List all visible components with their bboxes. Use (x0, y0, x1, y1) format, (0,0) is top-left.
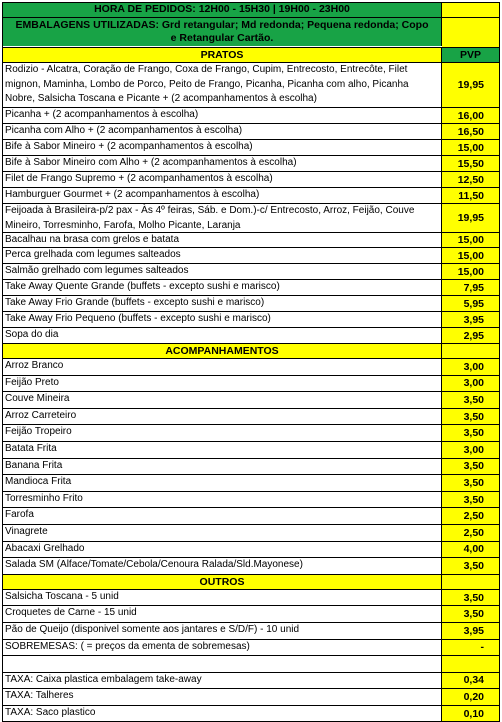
item-name: Take Away Frio Grande (buffets - excepto sushi e marisco) (3, 296, 442, 311)
menu-item-row (2, 124, 500, 140)
menu-sheet (2, 2, 500, 722)
menu-item-row (2, 640, 500, 657)
item-price: 3,95 (442, 312, 499, 327)
item-name: Mandioca Frita (3, 475, 442, 491)
menu-item-row (2, 409, 500, 426)
item-price: 2,50 (442, 525, 499, 541)
menu-item-row (2, 204, 500, 233)
item-price: 3,50 (442, 459, 499, 475)
item-name: Batata Frita (3, 442, 442, 458)
menu-item-row (2, 525, 500, 542)
menu-item-row (2, 188, 500, 204)
outros-list (2, 590, 500, 722)
item-name: Arroz Carreteiro (3, 409, 442, 425)
menu-item-row (2, 606, 500, 623)
pvp-header: PVP (442, 48, 499, 62)
menu-item-row (2, 459, 500, 476)
item-price: 11,50 (442, 188, 499, 203)
item-price: 15,00 (442, 248, 499, 263)
outros-header-price (442, 575, 499, 589)
item-name: Bife à Sabor Mineiro com Alho + (2 acompanhamentos à escolha) (3, 156, 442, 171)
item-name: Filet de Frango Supremo + (2 acompanhamentos à escolha) (3, 172, 442, 187)
item-price: 19,95 (442, 204, 499, 232)
item-name: SOBREMESAS: ( = preços da ementa de sobremesas) (3, 640, 442, 656)
packaging-price-cell (442, 18, 499, 47)
item-name: Hamburguer Gourmet + (2 acompanhamentos à escolha) (3, 188, 442, 203)
item-name: Perca grelhada com legumes salteados (3, 248, 442, 263)
item-name: Take Away Frio Pequeno (buffets - excepto sushi e marisco) (3, 312, 442, 327)
item-price (442, 656, 499, 672)
menu-item-row (2, 706, 500, 722)
packaging-cell: EMBALAGENS UTILIZADAS: Grd retangular; Md redonda; Pequena redonda; Copo e Retangular Cartão. (3, 18, 442, 46)
acompanhamentos-title: ACOMPANHAMENTOS (3, 344, 442, 358)
item-price: 3,50 (442, 475, 499, 491)
outros-title: OUTROS (3, 575, 442, 589)
menu-item-row (2, 296, 500, 312)
pratos-list (2, 63, 500, 344)
menu-item-row (2, 623, 500, 640)
item-price: 19,95 (442, 63, 499, 107)
menu-item-row (2, 542, 500, 559)
menu-item-row (2, 233, 500, 248)
menu-item-row (2, 156, 500, 172)
item-price: 15,50 (442, 156, 499, 171)
item-price: 3,00 (442, 359, 499, 375)
item-price: 12,50 (442, 172, 499, 187)
item-name: Take Away Quente Grande (buffets - excepto sushi e marisco) (3, 280, 442, 295)
item-name: Bife à Sabor Mineiro + (2 acompanhamentos à escolha) (3, 140, 442, 155)
item-price: 0,34 (442, 673, 499, 689)
menu-item-row (2, 492, 500, 509)
item-name: TAXA: Caixa plastica embalagem take-away (3, 673, 442, 689)
item-name: Arroz Branco (3, 359, 442, 375)
item-name: TAXA: Saco plastico (3, 706, 442, 722)
item-price: 3,50 (442, 606, 499, 622)
menu-item-row (2, 248, 500, 264)
item-name (3, 656, 442, 672)
item-price: 16,00 (442, 108, 499, 123)
item-price: 2,95 (442, 328, 499, 343)
menu-item-row (2, 108, 500, 124)
item-name: Bacalhau na brasa com grelos e batata (3, 233, 442, 247)
pratos-title: PRATOS (3, 48, 442, 62)
item-price: 4,00 (442, 542, 499, 558)
item-name: Farofa (3, 508, 442, 524)
item-price: 3,50 (442, 492, 499, 508)
item-name: Salsicha Toscana - 5 unid (3, 590, 442, 606)
item-name: Pão de Queijo (disponivel somente aos jantares e S/D/F) - 10 unid (3, 623, 442, 639)
menu-item-row (2, 328, 500, 344)
packaging-row (2, 18, 500, 48)
hours-row (2, 2, 500, 18)
item-name: Abacaxi Grelhado (3, 542, 442, 558)
item-name: Rodizio - Alcatra, Coração de Frango, Coxa de Frango, Cupim, Entrecosto, Entrecôte, Filet mignon, Maminha, Lombo de Porco, Peito de Frango, Picanha, Picanha com alho, Picanha Nobre, Salsicha Toscana e Picante + (2 acompanhamentos à escolha) (3, 63, 442, 107)
acompanhamentos-header-row (2, 344, 500, 359)
item-price: 3,00 (442, 376, 499, 392)
menu-item-row (2, 140, 500, 156)
item-name: Picanha com Alho + (2 acompanhamentos à escolha) (3, 124, 442, 139)
item-price: 16,50 (442, 124, 499, 139)
menu-item-row (2, 359, 500, 376)
item-price: 15,00 (442, 140, 499, 155)
item-price: 0,10 (442, 706, 499, 722)
item-price: 3,50 (442, 590, 499, 606)
hours-price-cell (442, 3, 499, 17)
acompanhamentos-header-price (442, 344, 499, 358)
item-name: Sopa do dia (3, 328, 442, 343)
item-name: Picanha + (2 acompanhamentos à escolha) (3, 108, 442, 123)
item-price: 3,50 (442, 558, 499, 574)
menu-item-row (2, 376, 500, 393)
item-price: 15,00 (442, 233, 499, 247)
menu-item-row (2, 280, 500, 296)
item-price: 15,00 (442, 264, 499, 279)
item-name: Salmão grelhado com legumes salteados (3, 264, 442, 279)
menu-item-row (2, 264, 500, 280)
item-price: 3,50 (442, 425, 499, 441)
item-name: Couve Mineira (3, 392, 442, 408)
item-name: Feijão Tropeiro (3, 425, 442, 441)
menu-item-row (2, 673, 500, 690)
item-name: Vinagrete (3, 525, 442, 541)
item-price: 3,50 (442, 392, 499, 408)
menu-item-row (2, 312, 500, 328)
acompanhamentos-list (2, 359, 500, 575)
item-price: 0,20 (442, 689, 499, 705)
item-price: 3,50 (442, 409, 499, 425)
item-price: 2,50 (442, 508, 499, 524)
menu-item-row (2, 590, 500, 607)
item-name: Banana Frita (3, 459, 442, 475)
item-name: Salada SM (Alface/Tomate/Cebola/Cenoura Ralada/Sld.Mayonese) (3, 558, 442, 574)
item-price: 3,95 (442, 623, 499, 639)
item-price: 5,95 (442, 296, 499, 311)
item-name: Feijoada à Brasileira-p/2 pax - Às 4º feiras, Sáb. e Dom.)-c/ Entrecosto, Arroz, Feijão, Couve Mineiro, Torresminho, Farofa, Molho Picante, Laranja (3, 204, 442, 232)
menu-item-row (2, 63, 500, 108)
menu-item-row (2, 508, 500, 525)
menu-item-row (2, 442, 500, 459)
menu-item-row (2, 392, 500, 409)
item-name: Croquetes de Carne - 15 unid (3, 606, 442, 622)
item-price: 7,95 (442, 280, 499, 295)
menu-item-row (2, 425, 500, 442)
menu-item-row (2, 689, 500, 706)
menu-item-row (2, 172, 500, 188)
item-price: - (442, 640, 499, 656)
item-name: Feijão Preto (3, 376, 442, 392)
outros-header-row (2, 575, 500, 590)
item-name: Torresminho Frito (3, 492, 442, 508)
menu-item-row (2, 475, 500, 492)
item-price: 3,00 (442, 442, 499, 458)
item-name: TAXA: Talheres (3, 689, 442, 705)
hours-cell: HORA DE PEDIDOS: 12H00 - 15H30 | 19H00 - 23H00 (3, 3, 442, 17)
menu-item-row (2, 558, 500, 575)
menu-item-row (2, 656, 500, 673)
pratos-header-row (2, 48, 500, 63)
